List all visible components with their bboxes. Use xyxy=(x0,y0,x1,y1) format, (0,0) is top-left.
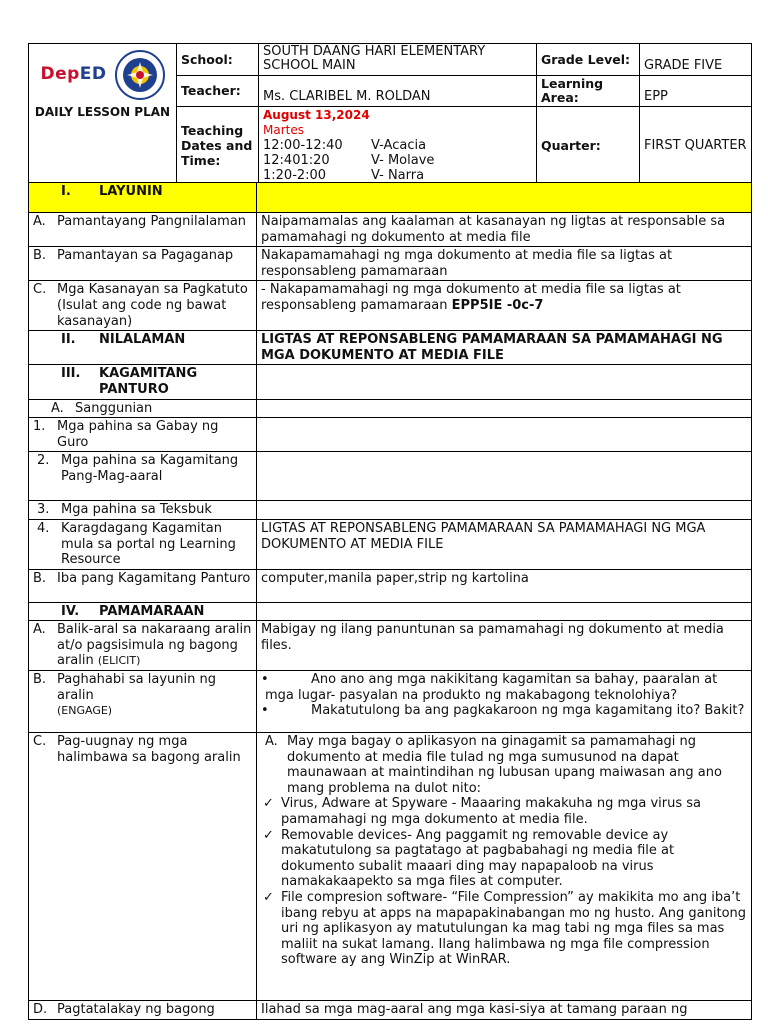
lesson-table xyxy=(28,182,752,1020)
school-label: School: xyxy=(177,44,259,76)
list-item: ✓ Virus, Adware at Spyware - Maaaring makakuha ng mga virus sa pamamahagi ng mga dokumento at media file. xyxy=(259,796,747,827)
quarter-label: Quarter: xyxy=(537,107,640,185)
deped-logo: D ep ED xyxy=(40,64,107,85)
section-pamamaraan: IV. PAMAMARAAN xyxy=(29,602,752,621)
table-row: 3. Mga pahina sa Teksbuk xyxy=(29,501,752,520)
list-item: A. May mga bagay o aplikasyon na ginagamit sa pamamahagi ng dokumento at media file tulad ng mga sumusunod na dapat maunawaan at maintindihan ng lubusan upang maiwasan ang ano mang problema na dulot nito: xyxy=(265,734,722,796)
check-icon: ✓ xyxy=(263,890,274,905)
table-row: B. Iba pang Kagamitang Panturo computer,manila paper,strip ng kartolina xyxy=(29,569,752,602)
list-item: • Ano ano ang mga nakikitang kagamitan sa bahay, paaralan at mga lugar- pasyalan na produkto ng makabagong teknolohiya? xyxy=(261,672,718,703)
table-row: B. Paghahabi sa layunin ng aralin (ENGAGE) • Ano ano ang mga nakikitang kagamitan sa bahay, paaralan at mga lugar- pasyalan na produkto ng makabagong teknolohiya? • Makatutulong ba ang pagkakaroon ng mga kagamitang ito? Bakit? xyxy=(29,671,752,733)
area-value: EPP xyxy=(640,76,752,107)
doc-title: DAILY LESSON PLAN xyxy=(34,105,171,119)
table-row: A. Balik-aral sa nakaraang aralin at/o pagsisimula ng bagong aralin (ELICIT) Mabigay ng ilang panuntunan sa pamamahagi ng dokumento at media files. xyxy=(29,621,752,671)
table-row: C. Pag-uugnay ng mga halimbawa sa bagong aralin A. May mga bagay o aplikasyon na ginagamit sa pamamahagi ng dokumento at media file tulad ng mga sumusunod na dapat maunawaan at maintindihan ng lubusan upang maiwasan ang ano mang problema na dulot nito: ✓ Virus, Adware at Spyware - Maaaring makakuha ng mga virus sa pamamahagi ng mga dokumento at media file. ✓ Removable devices- Ang paggamit ng removable device ay makatutulong sa pagtatago at pagbabahagi ng media file at dokumento subalit maaari ding may napapaloob na virus namakakaapekto sa mga files at computer. ✓ File compresion software- “File Compression” ay makikita mo ang iba’t ibang rebyu at apps na mapapakinabangan mo ng husto. Ang ganitong uri ng aplikasyon ay matutulungan ka mag tabi ng mga files sa mas maliit na sukat lamang. Ilang halimbawa ng mga file compression software ay ang WinZip at WinRAR. xyxy=(29,733,752,1001)
table-row: 4. Karagdagang Kagamitan mula sa portal ng Learning Resource LIGTAS AT REPONSABLENG PAMAMARAAN SA PAMAMAHAGI NG MGA DOKUMENTO AT MEDIA FILE xyxy=(29,519,752,569)
grade-label: Grade Level: xyxy=(537,44,640,76)
table-row: C. Mga Kasanayan sa Pagkatuto (Isulat ang code ng bawat kasanayan) - Nakapamamahagi ng mga dokumento at media file sa ligtas at responsableng pamamaraan EPP5IE -0c-7 xyxy=(29,281,752,331)
table-row: 1. Mga pahina sa Gabay ng Guro xyxy=(29,418,752,452)
list-item: ✓ File compresion software- “File Compression” ay makikita mo ang iba’t ibang rebyu at apps na mapapakinabangan mo ng husto. Ang ganitong uri ng aplikasyon ay matutulungan ka mag tabi ng mga files sa mas maliit na sukat lamang. Ilang halimbawa ng mga file compression software ay ang WinZip at WinRAR. xyxy=(259,890,747,968)
list-item: • Makatutulong ba ang pagkakaroon ng mga kagamitang ito? Bakit? xyxy=(261,703,745,719)
school-value: SOUTH DAANG HARI ELEMENTARY SCHOOL MAIN xyxy=(259,44,537,76)
table-row: A. Sanggunian xyxy=(29,399,752,418)
teacher-label: Teacher: xyxy=(177,76,259,107)
table-row: A. Pamantayang Pangnilalaman Naipamamalas ang kaalaman at kasanayan ng ligtas at responsable sa pamamahagi ng dokumento at media file xyxy=(29,213,752,247)
schedule-row: 12:401:20 V- Molave xyxy=(263,153,435,168)
lesson-date: August 13,2024 xyxy=(263,108,370,122)
deped-seal-icon xyxy=(115,50,165,100)
list-item: ✓ Removable devices- Ang paggamit ng removable device ay makatutulong sa pagtatago at pagbabahagi ng media file at dokumento subalit maaari ding may napapaloob na virus namakakaapekto sa mga files at computer. xyxy=(259,828,747,890)
area-label: Learning Area: xyxy=(537,76,640,107)
schedule-cell xyxy=(259,107,537,185)
teacher-value: Ms. CLARIBEL M. ROLDAN xyxy=(259,76,537,107)
dates-label: Teaching Dates and Time: xyxy=(177,107,259,185)
quarter-value: FIRST QUARTER xyxy=(640,107,752,185)
section-layunin: I. LAYUNIN xyxy=(29,183,752,213)
schedule-row: 1:20-2:00 V- Narra xyxy=(263,168,425,183)
table-row: 2. Mga pahina sa Kagamitang Pang-Mag-aaral xyxy=(29,452,752,501)
grade-value: GRADE FIVE xyxy=(640,44,752,76)
table-row: D. Pagtatalakay ng bagong Ilahad sa mga mag-aaral ang mga kasi-siya at tamang paraan ng xyxy=(29,1001,752,1020)
checklist xyxy=(259,796,747,968)
lesson-day: Martes xyxy=(263,123,304,137)
schedule-list xyxy=(263,138,532,183)
check-icon: ✓ xyxy=(263,827,274,843)
header-table xyxy=(28,43,752,185)
logos xyxy=(33,47,172,103)
section-nilalaman: II. NILALAMAN LIGTAS AT REPONSABLENG PAMAMARAAN SA PAMAMAHAGI NG MGA DOKUMENTO AT MEDIA FILE xyxy=(29,331,752,365)
section-kagamitang: III. KAGAMITANG PANTURO xyxy=(29,365,752,399)
logo-cell xyxy=(29,44,177,185)
schedule-row: 12:00-12:40 V-Acacia xyxy=(263,138,427,153)
table-row: B. Pamantayan sa Pagaganap Nakapamamahagi ng mga dokumento at media file sa ligtas at responsableng pamamaraan xyxy=(29,247,752,281)
check-icon: ✓ xyxy=(263,796,274,812)
